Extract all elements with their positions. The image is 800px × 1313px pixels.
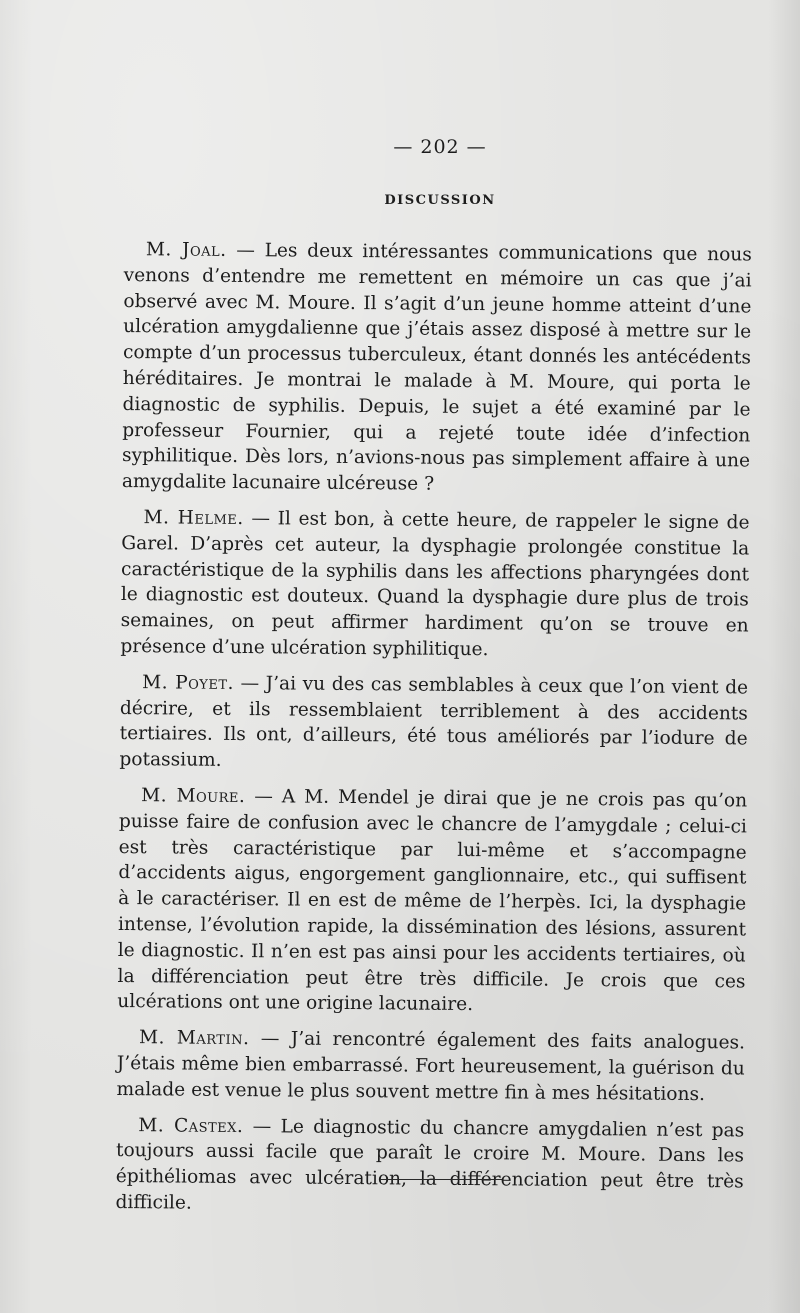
discussion-text (115, 237, 752, 1231)
paragraph-castex (115, 1112, 744, 1221)
speaker-name: M. Martin. (138, 1027, 250, 1050)
speaker-name: M. Castex. (138, 1114, 244, 1137)
paragraph-text: — Il est bon, à cette heure, de rappeler le signe de Garel. D’après cet auteur, la dysphagie prolongée constitue la caractéristique de la syphilis dans les affections pharyngées dont le diagnostic est douteux. Quand la dysphagie dure plus de trois semaines, on peut affirmer hardiment qu’on se trouve en présence d’une ulcération syphilitique. (120, 508, 750, 661)
paragraph-moure (117, 783, 747, 1021)
page-number: — 202 — (393, 136, 487, 158)
paragraph-text: — J’ai rencontré également des faits analogues. J’étais même bien embarrassé. Fort heureusement, la guérison du malade est venue le plus souvent mettre fin à mes hésitations. (116, 1028, 746, 1105)
speaker-name: M. Moure. (141, 785, 246, 808)
section-divider (380, 1179, 502, 1180)
paragraph-text: — Le diagnostic du chancre amygdalien n’est pas toujours aussi facile que paraît le croire M. Moure. Dans les épithéliomas avec ulcération, la différenciation peut être très difficile. (115, 1115, 745, 1214)
speaker-name: M. Joal. (145, 239, 227, 261)
paragraph-martin (116, 1025, 745, 1108)
paragraph-helme (120, 505, 749, 665)
speaker-name: M. Helme. (143, 507, 244, 530)
paragraph-poyet (119, 670, 748, 779)
paragraph-text: — Les deux intéressantes communications que nous venons d’entendre me remettent en mémoire un cas que j’ai observé avec M. Moure. Il s’agit d’un jeune homme atteint d’une ulcération amygdalienne que j’étais assez disposé à mettre sur le compte d’un processus tuberculeux, étant donnés les antécédents héréditaires. Je montrai le malade à M. Moure, qui porta le diagnostic de syphilis. Depuis, le sujet a été examiné par le professeur Fournier, qui a rejeté toute idée d’infection syphilitique. Dès lors, n’avions-nous pas simplement affaire à une amygdalite lacunaire ulcéreuse ? (121, 239, 752, 495)
speaker-name: M. Poyet. (142, 671, 235, 694)
paragraph-text: — J’ai vu des cas semblables à ceux que l’on vient de décrire, et ils ressemblaient terriblement à des accidents tertiaires. Ils ont, d’ailleurs, été tous améliorés par l’iodure de potassium. (119, 672, 749, 772)
section-title: DISCUSSION (384, 193, 496, 208)
paragraph-text: — A M. Mendel je dirai que je ne crois pas qu’on puisse faire de confusion avec le chancre de l’amygdale ; celui-ci est très caractéristique par lui-même et s’accompagne d’accidents aigus, engorgement ganglionnaire, etc., qui suffisent à le caractériser. Il en est de même de l’herpès. Ici, la dysphagie intense, l’évolution rapide, la dissémination des lésions, assurent le diagnostic. Il n’en est pas ainsi pour les accidents tertiaires, où la différenciation peut être très difficile. Je crois que ces ulcérations ont une origine lacunaire. (117, 786, 748, 1016)
paragraph-joal (122, 237, 752, 500)
